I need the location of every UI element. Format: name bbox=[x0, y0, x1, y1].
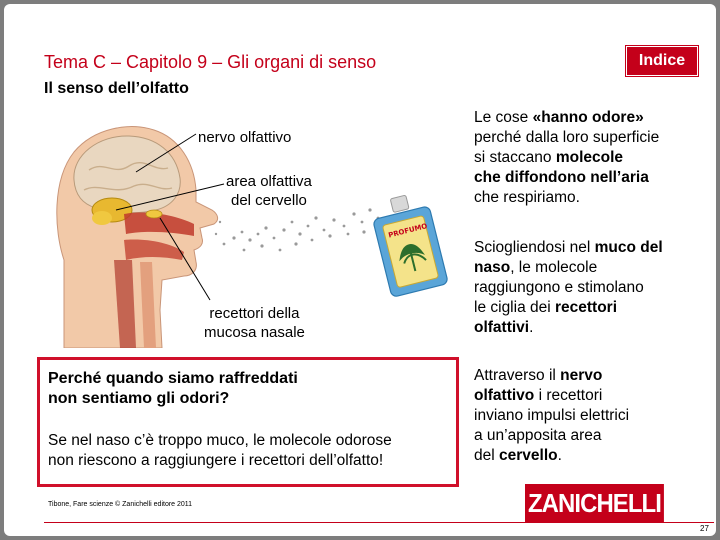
label-nasal-receptors-line1: recettori della bbox=[209, 305, 300, 322]
text-bold: recettori bbox=[555, 299, 618, 316]
text-bold: cervello bbox=[499, 447, 558, 464]
label-olfactory-area bbox=[226, 172, 312, 210]
text-span: i recettori bbox=[534, 387, 603, 404]
page-number: 27 bbox=[700, 524, 709, 533]
text-line: raggiungono e stimolano bbox=[474, 279, 644, 296]
text-bold: «hanno odore» bbox=[532, 109, 644, 126]
slide bbox=[4, 4, 716, 536]
question-answer-line2: non riescono a raggiungere i recettori dell’olfatto! bbox=[48, 452, 384, 469]
footer-divider bbox=[44, 522, 714, 523]
label-olfactory-area-line2: del cervello bbox=[231, 192, 307, 209]
text-bold: muco del bbox=[594, 239, 663, 256]
text-bold: che diffondono nell’aria bbox=[474, 169, 649, 186]
question-answer bbox=[48, 431, 448, 471]
text-span: Le cose bbox=[474, 109, 533, 126]
label-nasal-receptors bbox=[204, 304, 305, 342]
paragraph-mucus bbox=[474, 238, 704, 338]
question-box bbox=[37, 357, 459, 487]
question-title-line1: Perché quando siamo raffreddati bbox=[48, 370, 298, 387]
text-span: , le molecole bbox=[510, 259, 598, 276]
chapter-title: Tema C – Capitolo 9 – Gli organi di senso bbox=[44, 52, 377, 72]
footer-credit: Tibone, Fare scienze © Zanichelli editore 2011 bbox=[48, 501, 193, 508]
question-title bbox=[48, 369, 448, 409]
text-span: si staccano bbox=[474, 149, 556, 166]
question-title-line2: non sentiamo gli odori? bbox=[48, 390, 230, 407]
text-line: perché dalla loro superficie bbox=[474, 129, 660, 146]
text-bold: molecole bbox=[555, 149, 624, 166]
text-bold: olfattivo bbox=[474, 387, 535, 404]
paragraph-odor-molecules bbox=[474, 108, 704, 208]
text-line: che respiriamo. bbox=[474, 189, 580, 206]
section-title: Il senso dell’olfatto bbox=[44, 80, 189, 97]
text-span: del bbox=[474, 447, 499, 464]
text-bold: olfattivi bbox=[474, 319, 530, 336]
text-line: a un’apposita area bbox=[474, 427, 602, 444]
label-olfactory-area-line1: area olfattiva bbox=[226, 173, 312, 190]
zanichelli-logo: ZANICHELLI bbox=[525, 484, 664, 523]
olfaction-illustration bbox=[44, 110, 464, 348]
text-span: . bbox=[557, 447, 562, 464]
text-line: inviano impulsi elettrici bbox=[474, 407, 630, 424]
text-bold: nervo bbox=[560, 367, 603, 384]
question-answer-line1: Se nel naso c’è troppo muco, le molecole odorose bbox=[48, 432, 392, 449]
label-nasal-receptors-line2: mucosa nasale bbox=[204, 324, 305, 341]
text-span: le ciglia dei bbox=[474, 299, 555, 316]
text-bold: naso bbox=[474, 259, 511, 276]
text-span: Sciogliendosi nel bbox=[474, 239, 595, 256]
paragraph-nerve bbox=[474, 366, 704, 466]
index-button[interactable]: Indice bbox=[626, 46, 698, 76]
text-span: Attraverso il bbox=[474, 367, 561, 384]
bottle-label: PROFUMO bbox=[387, 222, 429, 240]
text-span: . bbox=[529, 319, 534, 336]
label-olfactory-nerve: nervo olfattivo bbox=[198, 129, 292, 146]
